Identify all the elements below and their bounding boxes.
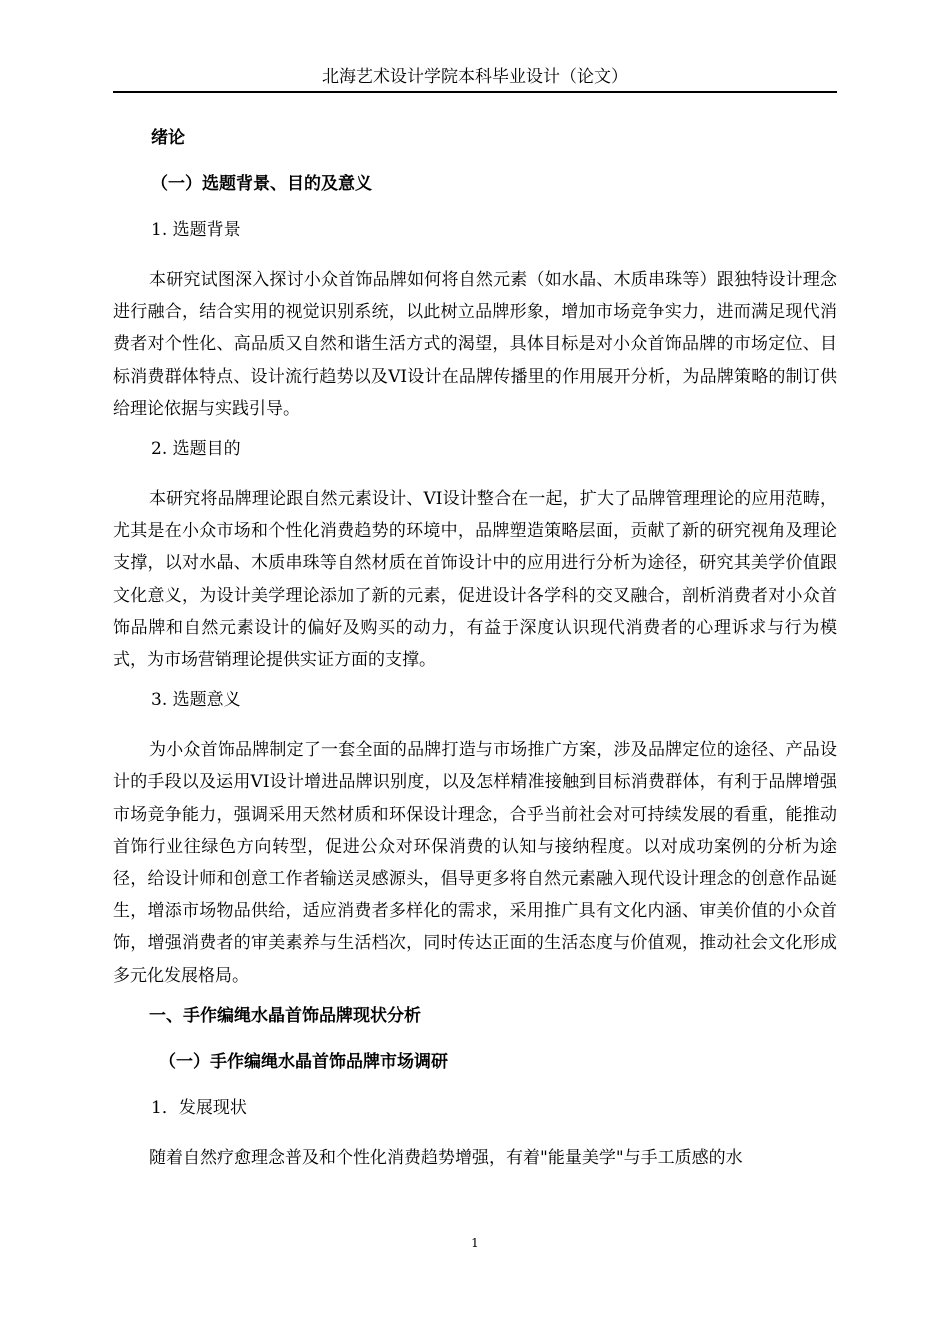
chapter-heading: 一、手作编绳水晶首饰品牌现状分析 [149, 1005, 421, 1026]
numbered-item-heading: 1．发展现状 [151, 1097, 247, 1118]
body-paragraph: 本研究试图深入探讨小众首饰品牌如何将自然元素（如水晶、木质串珠等）跟独特设计理念进行融合，结合实用的视觉识别系统，以此树立品牌形象，增加市场竞争实力，进而满足现代消费者对个性化、高品质又自然和谐生活方式的渴望，具体目标是对小众首饰品牌的市场定位、目标消费群体特点、设计流行趋势以及VI设计在品牌传播里的作用展开分析，为品牌策略的制订供给理论依据与实践引导。 [113, 270, 837, 419]
body-paragraph: 为小众首饰品牌制定了一套全面的品牌打造与市场推广方案，涉及品牌定位的途径、产品设计的手段以及运用VI设计增进品牌识别度，以及怎样精准接触到目标消费群体，有利于品牌增强市场竞争能力，强调采用天然材质和环保设计理念，合乎当前社会对可持续发展的看重，能推动首饰行业往绿色方向转型，促进公众对环保消费的认知与接纳程度。以对成功案例的分析为途径，给设计师和创意工作者输送灵感源头，倡导更多将自然元素融入现代设计理念的创意作品诞生，增添市场物品供给，适应消费者多样化的需求，采用推广具有文化内涵、审美价值的小众首饰，增强消费者的审美素养与生活档次，同时传达正面的生活态度与价值观，推动社会文化形成多元化发展格局。 [113, 740, 837, 986]
section-heading: （一）选题背景、目的及意义 [151, 174, 372, 194]
body-paragraph: 随着自然疗愈理念普及和个性化消费趋势增强，有着"能量美学"与手工质感的水 [149, 1147, 743, 1168]
page-number: 1 [471, 1236, 479, 1250]
header-divider [113, 91, 837, 93]
numbered-item-heading: 1. 选题背景 [151, 220, 241, 240]
running-header: 北海艺术设计学院本科毕业设计（论文） [322, 67, 628, 87]
document-body [113, 126, 837, 1186]
intro-heading: 绪论 [151, 128, 185, 148]
body-paragraph: 本研究将品牌理论跟自然元素设计、VI设计整合在一起，扩大了品牌管理理论的应用范畴，尤其是在小众市场和个性化消费趋势的环境中，品牌塑造策略层面，贡献了新的研究视角及理论支撑，以对水晶、木质串珠等自然材质在首饰设计中的应用进行分析为途径，研究其美学价值跟文化意义，为设计美学理论添加了新的元素，促进设计各学科的交叉融合，剖析消费者对小众首饰品牌和自然元素设计的偏好及购买的动力，有益于深度认识现代消费者的心理诉求与行为模式，为市场营销理论提供实证方面的支撑。 [113, 489, 837, 671]
numbered-item-heading: 2. 选题目的 [151, 439, 241, 460]
numbered-item-heading: 3. 选题意义 [151, 690, 241, 711]
section-heading: （一）手作编绳水晶首饰品牌市场调研 [159, 1051, 448, 1072]
